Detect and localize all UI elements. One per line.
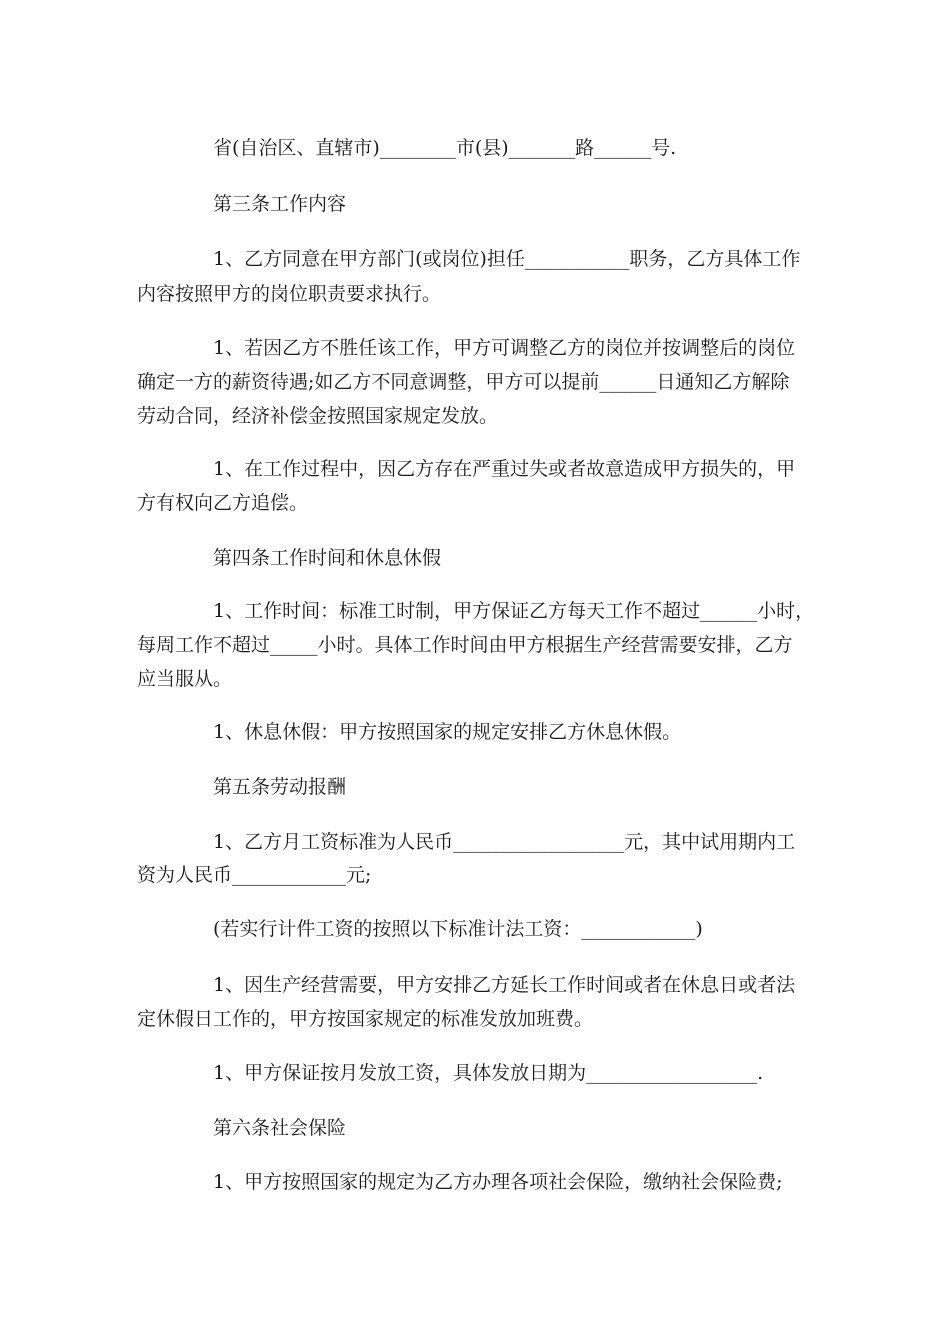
- paragraph-line: 每周工作不超过_____小时。具体工作时间由甲方根据生产经营需要安排，乙方: [137, 634, 793, 656]
- paragraph-line: 1、工作时间：标准工时制，甲方保证乙方每天工作不超过______小时，: [213, 600, 815, 622]
- address-line: 省(自治区、直辖市)________市(县)_______路______号.: [213, 137, 677, 159]
- paragraph-line: 1、甲方保证按月发放工资，具体发放日期为__________________.: [213, 1062, 764, 1084]
- section-heading-work-hours: 第四条工作时间和休息休假: [213, 547, 442, 569]
- paragraph-line: 确定一方的薪资待遇;如乙方不同意调整，甲方可以提前______日通知乙方解除: [137, 371, 790, 393]
- section-heading-social-insurance: 第六条社会保险: [213, 1117, 347, 1139]
- paragraph-line: 内容按照甲方的岗位职责要求执行。: [137, 283, 442, 305]
- paragraph-line: 1、乙方同意在甲方部门(或岗位)担任___________职务，乙方具体工作: [213, 248, 801, 270]
- paragraph-line: 劳动合同，经济补偿金按照国家规定发放。: [137, 405, 499, 427]
- paragraph-line: 定休假日工作的，甲方按国家规定的标准发放加班费。: [137, 1008, 594, 1030]
- section-heading-remuneration: 第五条劳动报酬: [213, 776, 347, 798]
- paragraph-line: 资为人民币____________元;: [137, 864, 372, 886]
- section-heading-work-content: 第三条工作内容: [213, 193, 347, 215]
- paragraph-line: 1、休息休假：甲方按照国家的规定安排乙方休息休假。: [213, 721, 682, 743]
- paragraph-line: (若实行计件工资的按照以下标准计法工资：____________): [213, 918, 703, 940]
- paragraph-line: 应当服从。: [137, 668, 233, 690]
- paragraph-line: 方有权向乙方追偿。: [137, 492, 309, 514]
- paragraph-line: 1、在工作过程中，因乙方存在严重过失或者故意造成甲方损失的，甲: [213, 458, 796, 480]
- paragraph-line: 1、乙方月工资标准为人民币__________________元，其中试用期内工: [213, 831, 796, 853]
- paragraph-line: 1、因生产经营需要，甲方安排乙方延长工作时间或者在休息日或者法: [213, 974, 796, 996]
- paragraph-line: 1、若因乙方不胜任该工作，甲方可调整乙方的岗位并按调整后的岗位: [213, 337, 796, 359]
- paragraph-line: 1、甲方按照国家的规定为乙方办理各项社会保险，缴纳社会保险费;: [213, 1171, 783, 1193]
